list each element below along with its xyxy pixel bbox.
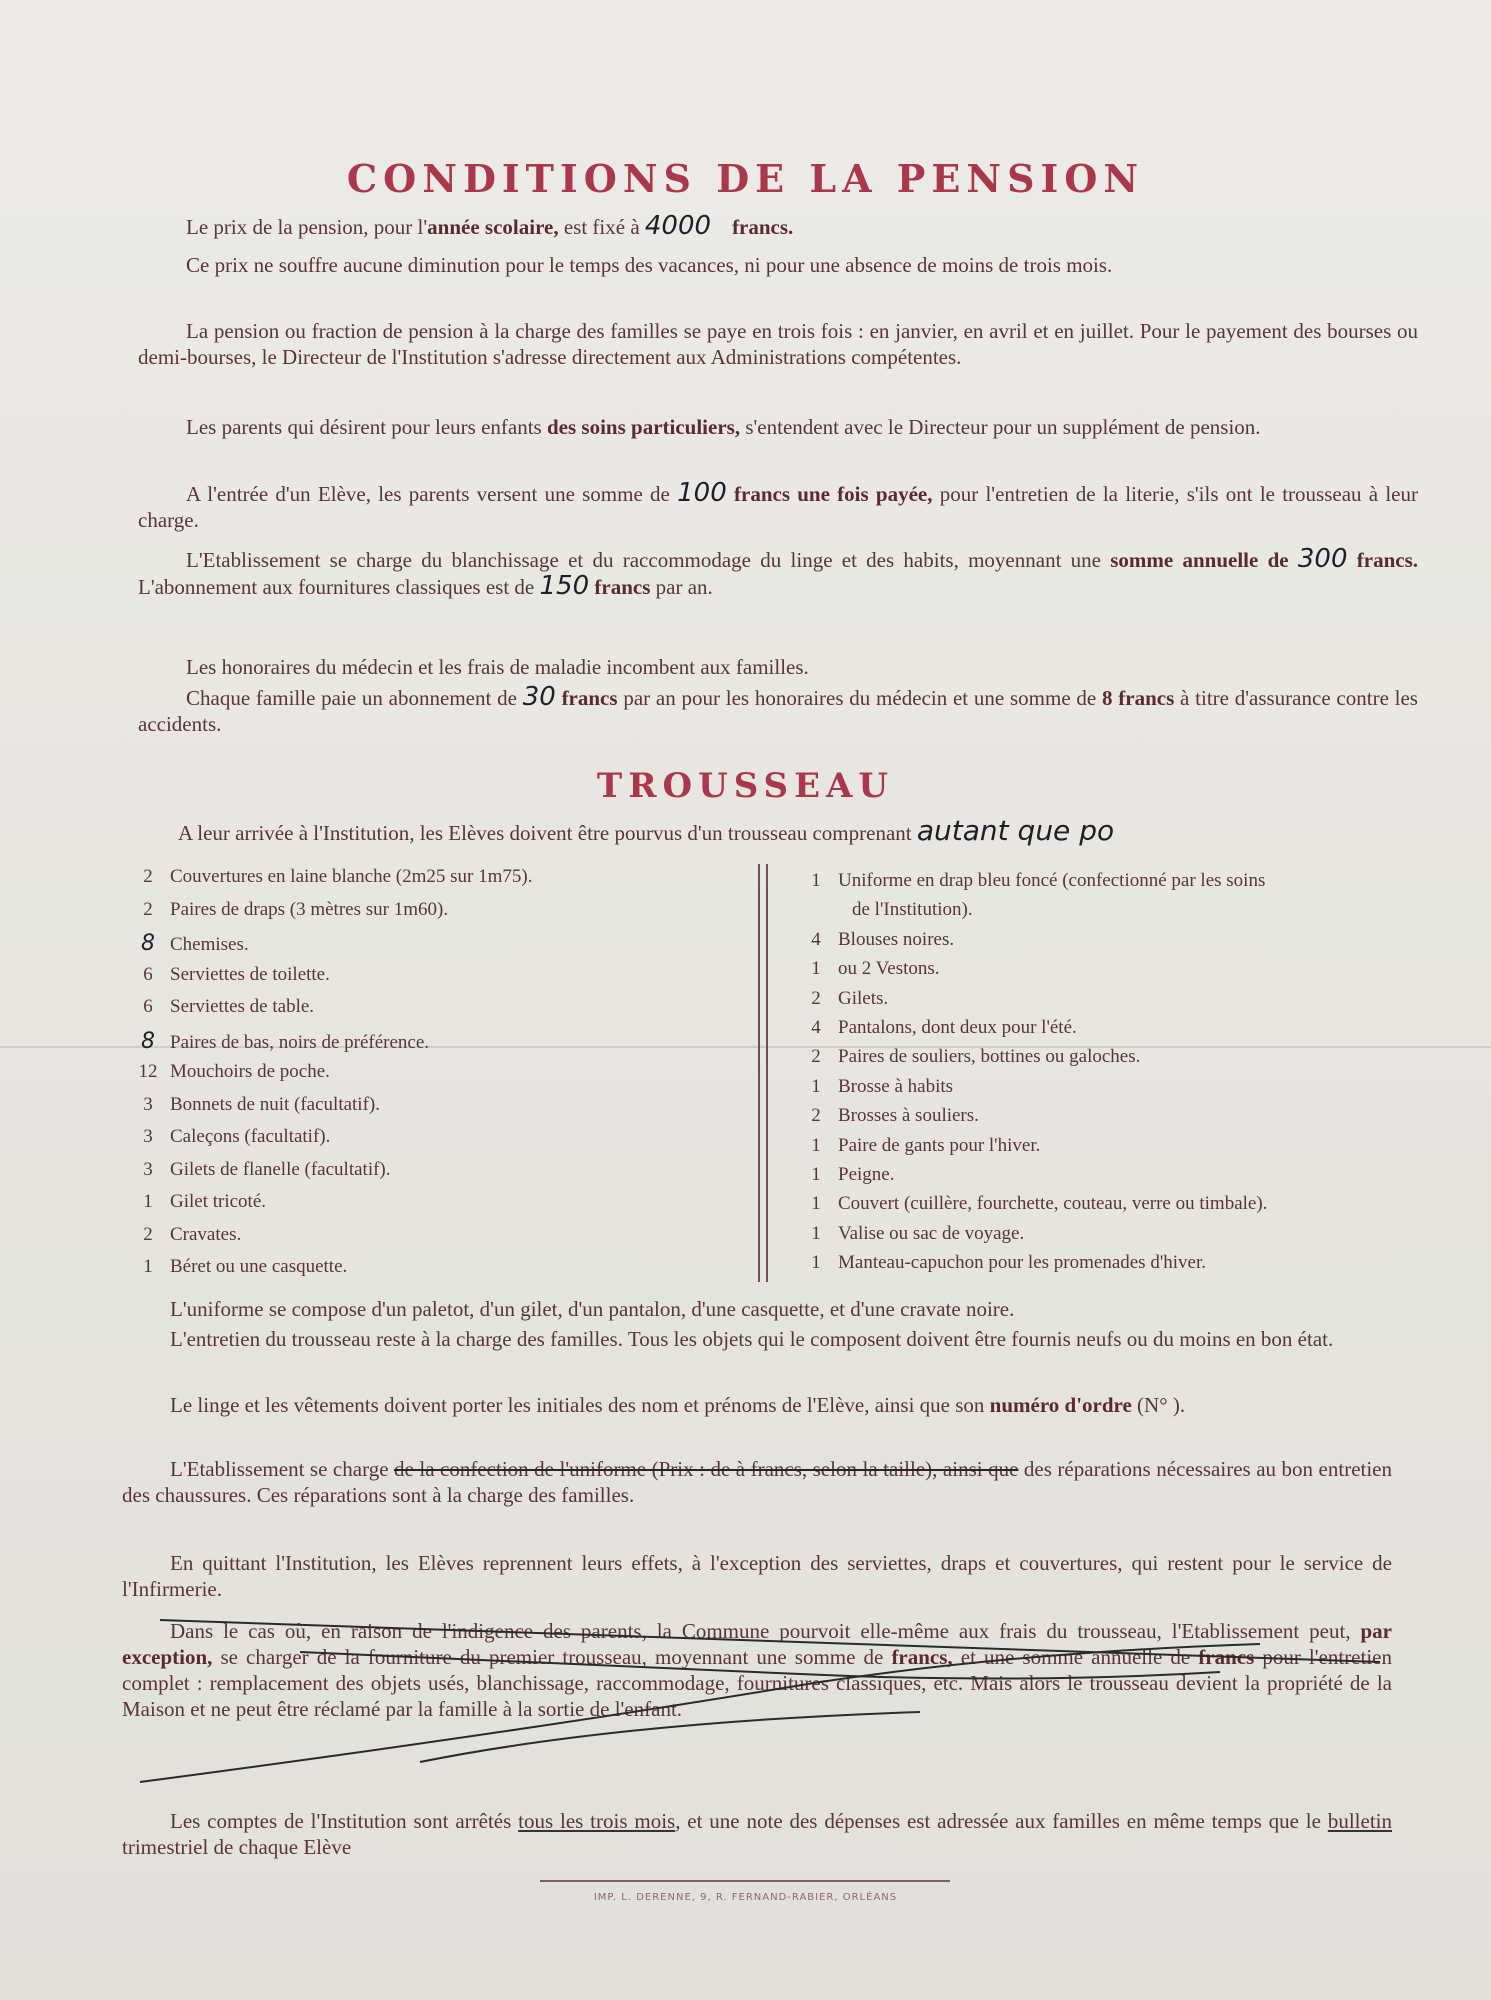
item-quantity: 1 [811, 1164, 821, 1185]
item-label: Pantalons, dont deux pour l'été. [838, 1017, 1077, 1038]
paragraph-special-care [138, 414, 1418, 440]
p5-text: A l'entrée d'un Elève, les parents versent une somme de [186, 482, 678, 506]
p8-text: Chaque famille paie un abonnement de [186, 686, 523, 710]
item-label: Paire de gants pour l'hiver. [838, 1134, 1041, 1156]
intro-text: A leur arrivée à l'Institution, les Elèves doivent être pourvus d'un trousseau comprenant [178, 821, 912, 845]
u6-text2: se charger de la fourniture du premier trousseau, moyennant une somme de [212, 1645, 892, 1669]
paragraph-repairs [122, 1456, 1392, 1508]
trousseau-item [136, 964, 330, 986]
u4-text: L'Etablissement se charge [170, 1457, 395, 1481]
p4-bold: des soins particuliers, [546, 415, 741, 439]
trousseau-item [804, 1164, 894, 1186]
item-label: Manteau-capuchon pour les promenades d'hiver. [838, 1252, 1206, 1274]
paragraph-departure [122, 1550, 1392, 1602]
u1-text: L'uniforme se compose d'un paletot, d'un gilet, d'un pantalon, d'une casquette, et d'une cravate noire. [170, 1297, 1015, 1321]
item-label: Paires de souliers, bottines ou galoches. [838, 1046, 1141, 1068]
item-quantity: 2 [143, 898, 153, 920]
item-quantity: 2 [811, 1046, 821, 1068]
p1-unit: francs. [732, 215, 794, 239]
column-divider-2 [766, 864, 768, 1282]
trousseau-intro [138, 814, 1491, 847]
section-title-trousseau: TROUSSEAU [596, 766, 895, 806]
trousseau-item [804, 870, 1265, 892]
item-quantity: 4 [811, 928, 821, 950]
item-label: Uniforme en drap bleu foncé (confectionné par les soins [838, 870, 1266, 891]
item-quantity: 2 [143, 866, 153, 887]
item-label: de l'Institution). [852, 899, 973, 921]
trousseau-item [804, 988, 888, 1010]
p8-text3: à titre d'assurance contre les accidents. [138, 686, 1418, 736]
u6-bold: par exception, [122, 1619, 1392, 1669]
p4-text2: s'entendent avec le Directeur pour un supplément de pension. [740, 415, 1261, 439]
trousseau-item [136, 866, 532, 888]
u7-text: Les comptes de l'Institution sont arrêtés [170, 1809, 519, 1833]
paragraph-labeling [122, 1392, 1392, 1418]
item-label: Chemises. [170, 934, 249, 955]
u3-bold: numéro d'ordre [989, 1393, 1132, 1417]
item-label: Peigne. [838, 1164, 895, 1185]
underlined-bulletin: bulletin [1327, 1809, 1392, 1833]
u4-text2: des réparations nécessaires au bon entretien des chaussures. Ces réparations sont à la charge des familles. [122, 1457, 1392, 1507]
cross-line-1 [160, 1620, 1380, 1662]
u3-text2: (N° ). [1131, 1393, 1186, 1417]
item-label: Cravates. [170, 1223, 242, 1245]
item-label: Caleçons (facultatif). [170, 1126, 331, 1147]
trousseau-list-left [136, 866, 756, 1286]
trousseau-item [136, 1061, 330, 1083]
item-quantity: 6 [143, 963, 153, 985]
paragraph-vacation [138, 252, 1418, 278]
cross-line-3 [140, 1644, 1260, 1782]
item-quantity: 1 [143, 1256, 153, 1277]
trousseau-item [804, 958, 940, 980]
item-label: Gilets de flanelle (facultatif). [170, 1158, 391, 1180]
p8-bold: 8 francs [1102, 686, 1175, 710]
trousseau-item [804, 1046, 1140, 1068]
page-title: CONDITIONS DE LA PENSION [346, 156, 1145, 201]
item-label: Couvert (cuillère, fourchette, couteau, verre ou timbale). [838, 1193, 1268, 1215]
trousseau-item [136, 1191, 266, 1213]
item-quantity: 1 [811, 1193, 821, 1215]
paragraph-insurance [138, 684, 1418, 737]
item-label: Paires de bas, noirs de préférence. [170, 1031, 430, 1053]
item-label: Brosses à souliers. [838, 1105, 979, 1127]
column-divider [758, 864, 760, 1282]
item-quantity: 3 [143, 1158, 153, 1180]
p5-bold: francs une fois payée, [734, 482, 933, 506]
paragraph-medical [138, 654, 1418, 680]
p1-bold: année scolaire, [427, 215, 559, 239]
item-label: Couvertures en laine blanche (2m25 sur 1m75). [170, 866, 533, 887]
item-quantity: 1 [811, 1222, 821, 1244]
item-label: Brosse à habits [838, 1075, 954, 1097]
cross-line-4 [420, 1712, 920, 1762]
u6-unit2: francs [1198, 1645, 1255, 1669]
u6-text4: pour l'entretien complet : remplacement des objets usés, blanchissage, raccommodage, fournitures classiques, etc. Mais alors le trousseau devient la propriété de la Maison et ne peut être réclamé par la famille à la sortie de l'enfant. [122, 1645, 1392, 1721]
trousseau-item [804, 1135, 1040, 1157]
item-quantity: 1 [811, 1134, 821, 1156]
p6-unit: francs. [1356, 548, 1419, 572]
item-quantity: 1 [811, 1075, 821, 1097]
trousseau-item [804, 1223, 1024, 1245]
p8-text2: par an pour les honoraires du médecin et une somme de [617, 686, 1103, 710]
u2-text: L'entretien du trousseau reste à la charge des familles. Tous les objets qui le composent doivent être fournis neufs ou du moins en bon état. [170, 1327, 1334, 1351]
trousseau-item [136, 996, 314, 1018]
p6-text: L'Etablissement se charge du blanchissage et du raccommodage du linge et des habits, moyennant une [186, 548, 1111, 572]
handwritten-bedding-amount: 100 [677, 478, 727, 508]
p2-text: Ce prix ne souffre aucune diminution pour le temps des vacances, ni pour une absence de moins de trois mois. [186, 253, 1113, 277]
trousseau-item [804, 1252, 1206, 1274]
p8-unit: francs [561, 686, 618, 710]
paragraph-upkeep [122, 1326, 1392, 1352]
item-label: Gilet tricoté. [170, 1191, 267, 1212]
item-quantity: 8 [141, 1028, 155, 1054]
paragraph-accounts [122, 1808, 1392, 1860]
item-label: Blouses noires. [838, 928, 955, 950]
underlined-quarterly: tous les trois mois [518, 1809, 676, 1833]
paragraph-payment [138, 318, 1418, 370]
p6-bold: somme annuelle de [1110, 548, 1289, 572]
item-quantity: 1 [811, 1252, 821, 1274]
paragraph-uniform [122, 1296, 1392, 1322]
p1-text: Le prix de la pension, pour l' [186, 215, 428, 239]
item-label: Paires de draps (3 mètres sur 1m60). [170, 898, 449, 920]
p1-text2: est fixé à [558, 215, 645, 239]
trousseau-item [804, 1017, 1077, 1039]
trousseau-item [136, 1126, 330, 1148]
handwritten-medical-amount: 30 [522, 682, 556, 712]
item-quantity: 2 [811, 1105, 821, 1127]
item-quantity: 8 [141, 931, 155, 956]
p7-text: Les honoraires du médecin et les frais de maladie incombent aux familles. [186, 655, 809, 679]
item-quantity: 6 [143, 996, 153, 1017]
p6-text2: L'abonnement aux fournitures classiques est de [138, 575, 540, 599]
handwritten-margin-note: autant que po [916, 814, 1115, 847]
u7-text2: , et une note des dépenses est adressée aux familles en même temps que le [675, 1809, 1328, 1833]
p6-unit2: francs [594, 575, 651, 599]
item-quantity: 1 [811, 870, 821, 891]
p3-text: La pension ou fraction de pension à la charge des familles se paye en trois fois : en janvier, en avril et en juillet. Pour le payement des bourses ou demi-bourses, le Directeur de l'Institution s'adresse directement aux Administrations compétentes. [138, 319, 1418, 369]
trousseau-item [136, 931, 249, 956]
item-label: Béret ou une casquette. [170, 1256, 348, 1277]
u6-text3: et une somme annuelle de [952, 1645, 1199, 1669]
item-quantity: 3 [143, 1126, 153, 1147]
item-label: Gilets. [838, 987, 889, 1009]
handwritten-supplies-amount: 150 [539, 571, 590, 601]
u6-text: Dans le cas où, en raison de l'indigence des parents, la Commune pourvoit elle-même aux frais du trousseau, l'Etablissement peut, [170, 1619, 1361, 1643]
trousseau-item [136, 1094, 380, 1116]
paragraph-bedding [138, 480, 1418, 533]
paragraph-price [138, 213, 1418, 240]
item-label: ou 2 Vestons. [838, 958, 940, 980]
trousseau-item [804, 899, 973, 921]
item-label: Mouchoirs de poche. [170, 1061, 330, 1082]
item-quantity: 1 [143, 1191, 153, 1212]
trousseau-item [136, 1256, 347, 1278]
trousseau-item [804, 929, 954, 951]
item-label: Bonnets de nuit (facultatif). [170, 1093, 380, 1115]
trousseau-list-right [804, 870, 1464, 1290]
p6-text3: par an. [650, 575, 713, 599]
item-quantity: 3 [143, 1093, 153, 1115]
paragraph-laundry [138, 546, 1418, 600]
u6-unit: francs, [891, 1645, 953, 1669]
trousseau-item [136, 1224, 241, 1246]
handwritten-price: 4000 [644, 211, 712, 241]
item-label: Serviettes de toilette. [170, 963, 330, 985]
item-quantity: 12 [138, 1061, 158, 1082]
cross-line-2 [300, 1652, 1220, 1679]
printer-imprint: IMP. L. DERENNE, 9, R. FERNAND-RABIER, ORLÉANS [593, 1892, 898, 1903]
u3-text: Le linge et les vêtements doivent porter les initiales des nom et prénoms de l'Elève, ainsi que son [170, 1393, 990, 1417]
trousseau-item [804, 1105, 979, 1127]
trousseau-item [136, 1159, 391, 1181]
handwritten-cross-out [120, 1612, 1410, 1792]
item-quantity: 4 [811, 1017, 821, 1038]
struck-uniform-clause: de la confection de l'uniforme (Prix : de à francs, selon la taille), ainsi que [394, 1457, 1019, 1481]
trousseau-item [136, 1029, 429, 1054]
u5-text: En quittant l'Institution, les Elèves reprennent leurs effets, à l'exception des serviettes, draps et couvertures, qui restent pour le service de l'Infirmerie. [122, 1551, 1392, 1601]
trousseau-item [804, 1193, 1267, 1215]
handwritten-laundry-amount: 300 [1297, 544, 1348, 574]
item-label: Serviettes de table. [170, 996, 315, 1017]
footer-rule [540, 1880, 950, 1882]
p4-text: Les parents qui désirent pour leurs enfants [186, 415, 547, 439]
u7-text3: trimestriel de chaque Elève [122, 1835, 352, 1859]
item-quantity: 2 [143, 1223, 153, 1245]
trousseau-item [804, 1076, 953, 1098]
trousseau-item [136, 899, 448, 921]
item-quantity: 2 [811, 987, 821, 1009]
item-label: Valise ou sac de voyage. [838, 1222, 1025, 1244]
item-quantity: 1 [811, 958, 821, 980]
p5-text2: pour l'entretien de la literie, s'ils ont le trousseau à leur charge. [138, 482, 1418, 532]
